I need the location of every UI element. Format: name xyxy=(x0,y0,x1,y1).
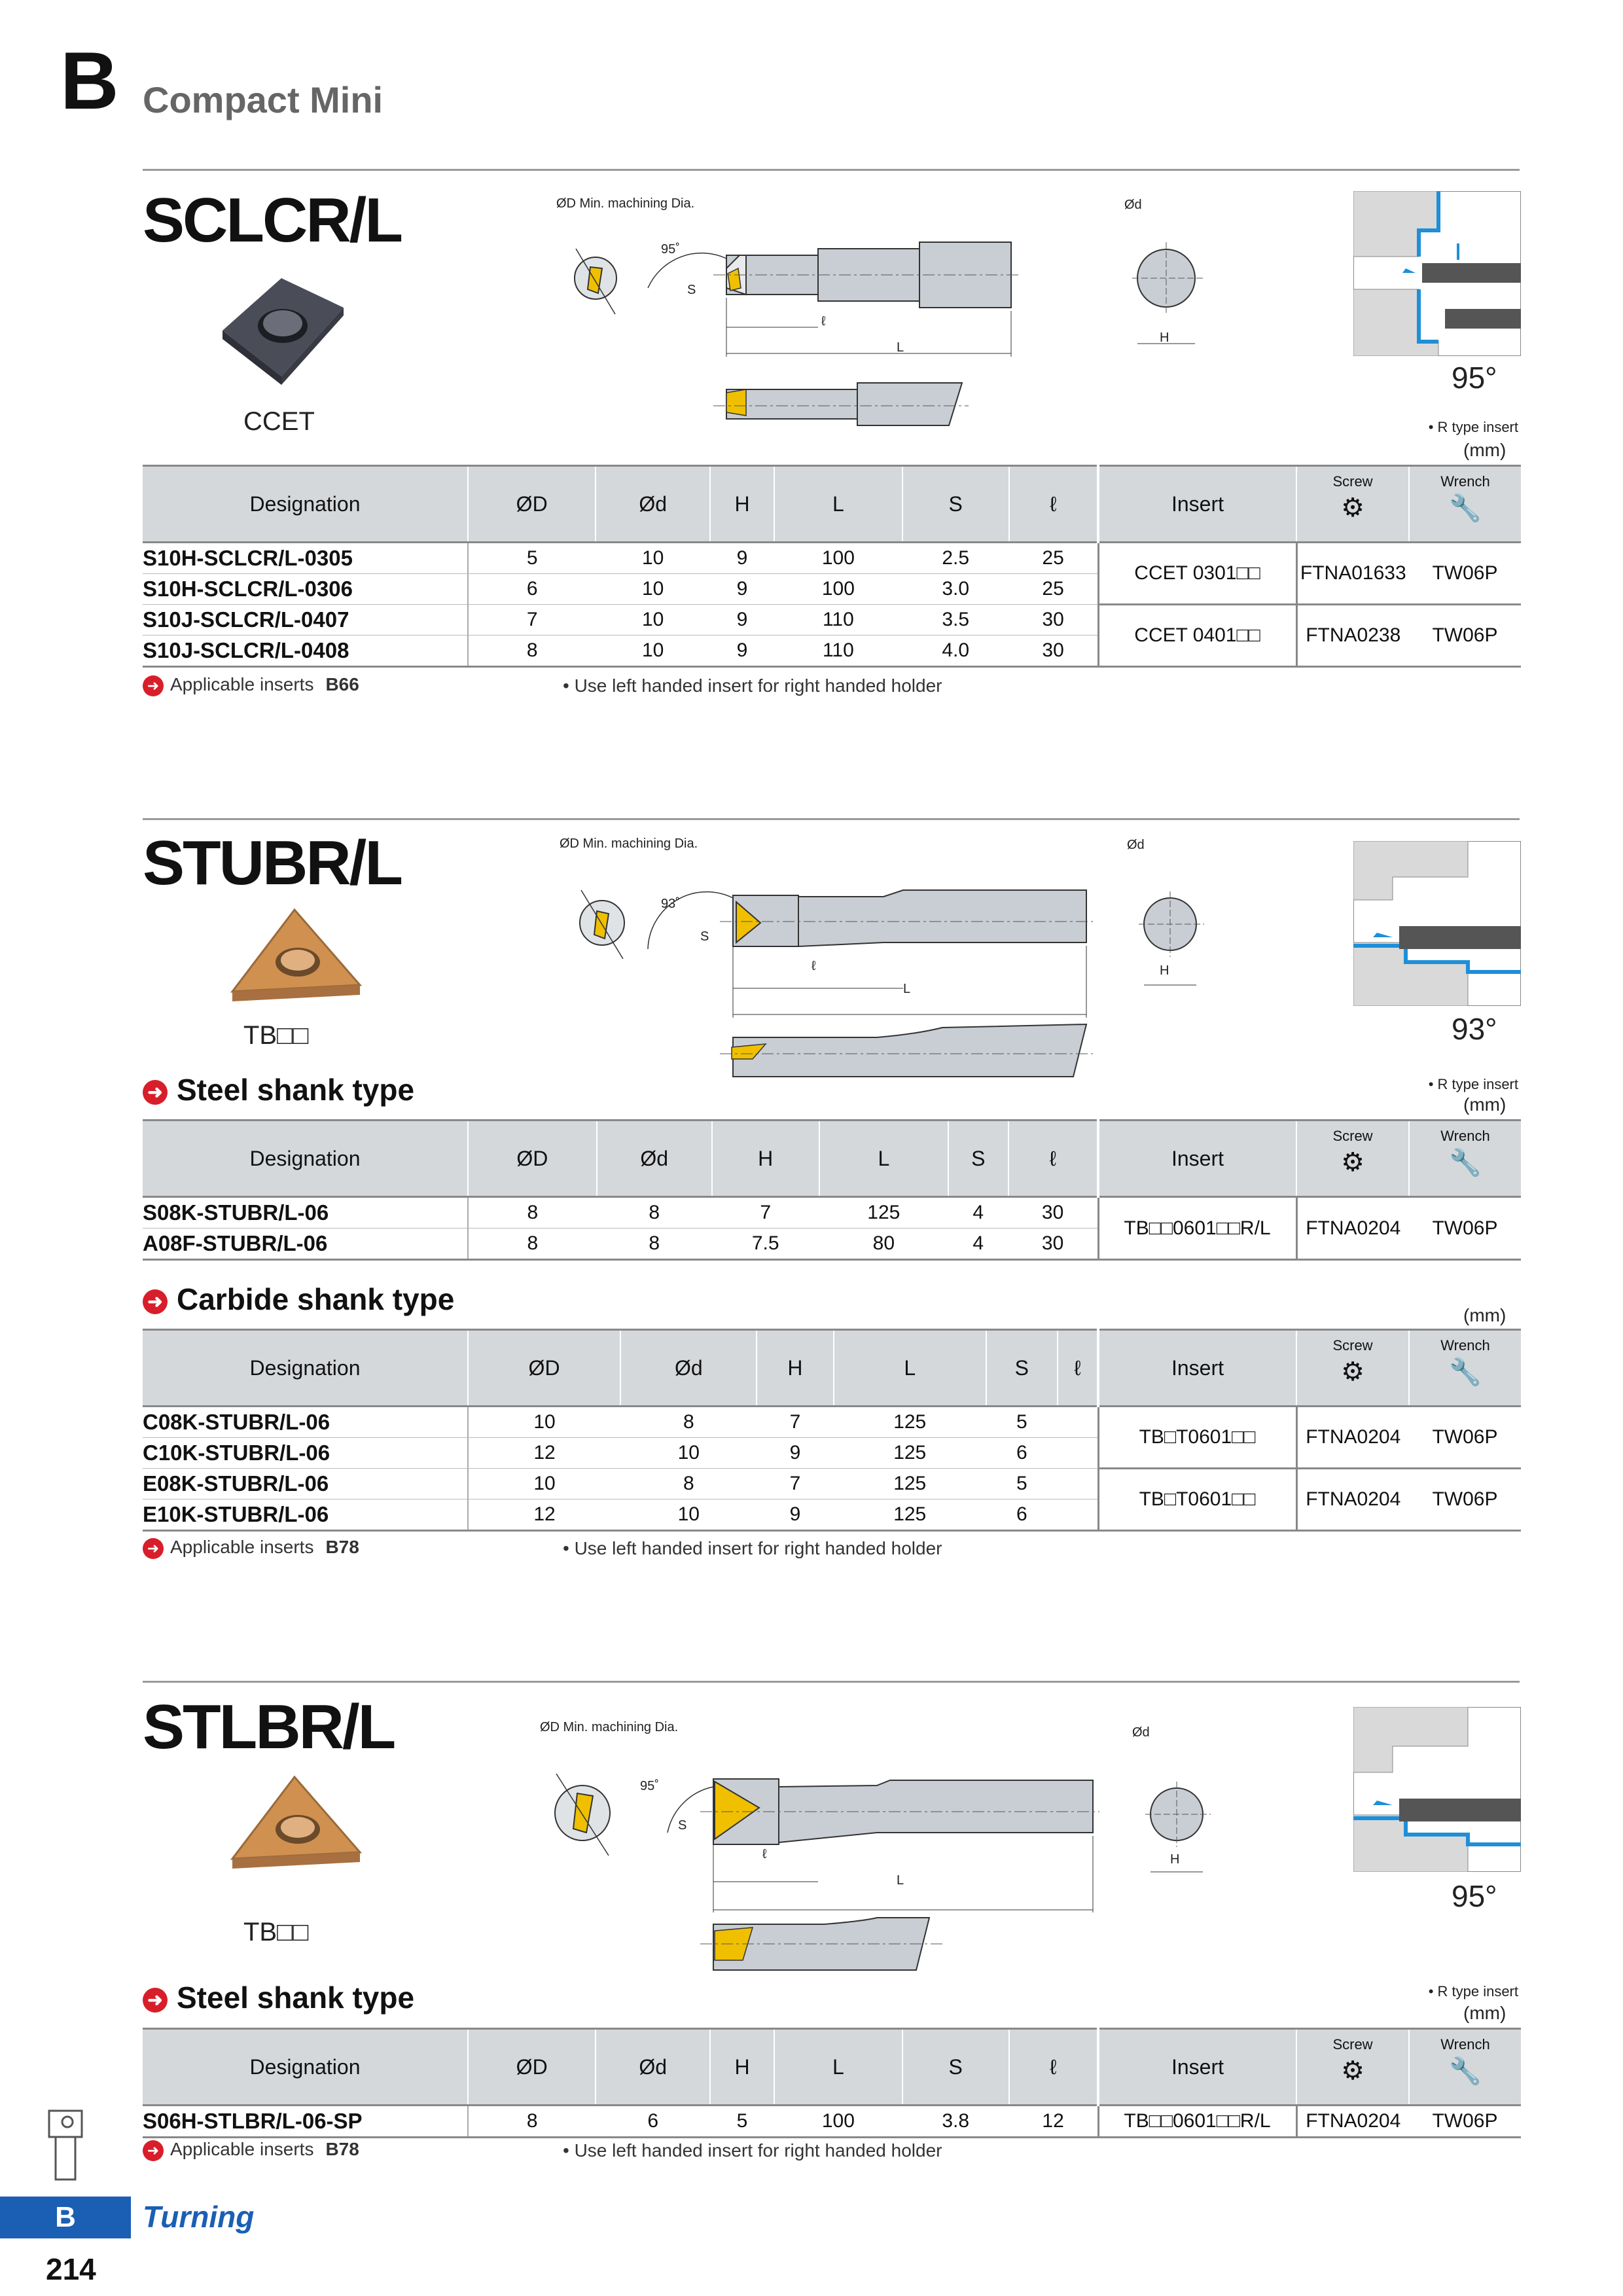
table-row: S06H-STLBR/L-06-SP 8 6 5 100 3.8 12 TB□□0601□□R/L FTNA0204 TW06P xyxy=(143,2106,1521,2138)
unit-mm: (mm) xyxy=(1463,440,1507,460)
arrow-right-icon: ➜ xyxy=(143,2140,164,2161)
od-label: Ød xyxy=(1132,1725,1150,1740)
th-h: H xyxy=(710,466,774,543)
page-number: 214 xyxy=(46,2252,96,2286)
wrench-icon: 🔧 xyxy=(1449,1358,1482,1387)
th-s: S xyxy=(902,466,1009,543)
od-label: Ød xyxy=(1127,838,1145,852)
table-row: S10J-SCLCR/L-0408 8 10 9 110 4.0 30 xyxy=(143,636,1521,667)
table-row: E10K-STUBR/L-06 12 10 9 125 6 xyxy=(143,1499,1521,1531)
h-dim-label: H xyxy=(1160,963,1169,978)
th-designation: Designation xyxy=(143,466,468,543)
wrench-icon: 🔧 xyxy=(1449,2057,1482,2086)
r-type-note: • R type insert xyxy=(1428,1983,1518,2000)
arrow-right-icon: ➜ xyxy=(143,1988,168,2013)
arrow-right-icon: ➜ xyxy=(143,675,164,696)
ell-dim-label: ℓ xyxy=(762,1847,767,1861)
arrow-right-icon: ➜ xyxy=(143,1538,164,1559)
th-insert: Insert xyxy=(1098,466,1296,543)
ell-dim-label: ℓ xyxy=(812,959,816,973)
arrow-right-icon: ➜ xyxy=(143,1080,168,1105)
model-sclcr: SCLCR/L xyxy=(143,185,401,255)
tb-insert-image xyxy=(223,906,366,1005)
turning-tool-icon xyxy=(36,2101,101,2193)
stubr-tool-drawing xyxy=(550,851,1099,1086)
h-dim-label: H xyxy=(1160,331,1169,345)
category-label: Turning xyxy=(143,2200,255,2234)
table-row: A08F-STUBR/L-06 8 8 7.5 80 4 30 xyxy=(143,1229,1521,1260)
table-row: C08K-STUBR/L-06 10 8 7 125 5 TB□T0601□□ FTNA0204 TW06P xyxy=(143,1407,1521,1438)
sclcr-spec-table xyxy=(143,465,1521,668)
divider xyxy=(143,818,1520,820)
diag-angle-stlbr: 95˚ xyxy=(640,1779,659,1793)
table-row: S10H-SCLCR/L-0305 5 10 9 100 2.5 25 CCET 0301□□ FTNA01633 TW06P xyxy=(143,543,1521,574)
wrench-icon: 🔧 xyxy=(1449,1149,1482,1177)
chapter-letter: B xyxy=(60,36,119,126)
l-dim-label: L xyxy=(903,982,911,996)
screw-icon: ⚙ xyxy=(1341,493,1364,522)
screw-icon: ⚙ xyxy=(1341,2056,1364,2085)
wrench-icon: 🔧 xyxy=(1449,494,1482,523)
r-type-note: • R type insert xyxy=(1428,419,1518,435)
use-left-note: • Use left handed insert for right handed holder xyxy=(563,1538,942,1558)
divider xyxy=(143,169,1520,171)
s-dim-label: S xyxy=(687,283,696,297)
unit-mm: (mm) xyxy=(1463,1305,1507,1325)
angle-sclcr: 95° xyxy=(1452,361,1497,395)
angle-stubr: 93° xyxy=(1452,1012,1497,1046)
s-dim-label: S xyxy=(678,1818,687,1833)
table-row: C10K-STUBR/L-06 12 10 9 125 6 xyxy=(143,1438,1521,1469)
stubr-steel-spec-table: Designation ØD Ød H L S ℓ Insert Screw ⚙ Wrench 🔧 S08K-STUBR/L-06 8 8 7 125 4 30 TB□□0601□□R/L FTNA0204 TW06P A08F-STUBR/L-06 8 8 7.5 80 4 30 xyxy=(143,1119,1521,1261)
th-d: Ød xyxy=(596,466,710,543)
stubr-carbide-spec-table: Designation ØD Ød H L S ℓ Insert Screw ⚙ Wrench 🔧 C08K-STUBR/L-06 10 8 7 125 5 TB□T0601□□ FTNA0204 TW06P C10K-STUBR/L-06 12 10 9 125 6 E08K-STUBR/L-06 10 8 7 125 5 TB□T0601□□ FTNA0204 TW06P E10K-STUBR/L-06 12 10 9 125 6 xyxy=(143,1329,1521,1532)
table-row: S10H-SCLCR/L-0306 6 10 9 100 3.0 25 xyxy=(143,574,1521,605)
unit-mm: (mm) xyxy=(1463,1094,1507,1115)
unit-mm: (mm) xyxy=(1463,2003,1507,2023)
ell-dim-label: ℓ xyxy=(821,314,826,329)
insert-name-stlbr: TB□□ xyxy=(243,1918,309,1946)
diag-angle-stubr: 93˚ xyxy=(661,897,680,911)
carbide-shank-heading: ➜ Carbide shank type xyxy=(143,1282,454,1317)
use-left-note: • Use left handed insert for right handed holder xyxy=(563,675,942,696)
divider xyxy=(143,1681,1520,1683)
insert-name-stubr: TB□□ xyxy=(243,1021,309,1050)
use-left-note: • Use left handed insert for right handed holder xyxy=(563,2140,942,2161)
th-screw: Screw ⚙ xyxy=(1296,466,1409,543)
chapter-tab[interactable]: B xyxy=(0,2197,131,2238)
min-dia-label: ØD Min. machining Dia. xyxy=(560,836,698,851)
applicable-inserts-stlbr[interactable]: ➜ Applicable inserts B78 xyxy=(143,2139,359,2161)
l-dim-label: L xyxy=(897,340,904,355)
od-label: Ød xyxy=(1124,198,1142,212)
r-type-note: • R type insert xyxy=(1428,1076,1518,1092)
steel-shank-heading-stlbr: ➜ Steel shank type xyxy=(143,1980,414,2015)
model-stubr: STUBR/L xyxy=(143,828,401,898)
section-title: Compact Mini xyxy=(143,79,383,120)
s-dim-label: S xyxy=(700,929,709,944)
stlbr-spec-table: Designation ØD Ød H L S ℓ Insert Screw ⚙ Wrench 🔧 S06H-STLBR/L-06-SP 8 6 5 100 3.8 12 TB□□0601□□R/L FTNA0204 TW06P xyxy=(143,2028,1521,2138)
steel-shank-heading: ➜ Steel shank type xyxy=(143,1072,414,1107)
applicable-inserts-sclcr[interactable]: ➜ Applicable inserts B66 xyxy=(143,674,359,696)
th-od: ØD xyxy=(468,466,596,543)
stubr-end-view xyxy=(1132,864,1211,995)
applicable-inserts-stubr[interactable]: ➜ Applicable inserts B78 xyxy=(143,1537,359,1559)
table-row: S10J-SCLCR/L-0407 7 10 9 110 3.5 30 CCET 0401□□ FTNA0238 TW06P xyxy=(143,605,1521,636)
tb-insert-image xyxy=(223,1774,366,1872)
th-wrench: Wrench 🔧 xyxy=(1409,466,1521,543)
stlbr-tool-drawing xyxy=(537,1734,1106,1977)
min-dia-label: ØD Min. machining Dia. xyxy=(556,196,695,211)
stubr-application-illustration xyxy=(1353,841,1521,1006)
diag-angle-sclcr: 95˚ xyxy=(661,242,680,257)
h-dim-label: H xyxy=(1170,1852,1180,1867)
th-ell: ℓ xyxy=(1009,466,1098,543)
table-row: S08K-STUBR/L-06 8 8 7 125 4 30 TB□□0601□□R/L FTNA0204 TW06P xyxy=(143,1197,1521,1229)
stlbr-application-illustration xyxy=(1353,1707,1521,1872)
screw-icon: ⚙ xyxy=(1341,1357,1364,1386)
th-l: L xyxy=(774,466,902,543)
ccet-insert-image xyxy=(209,268,353,386)
model-stlbr: STLBR/L xyxy=(143,1692,395,1762)
screw-icon: ⚙ xyxy=(1341,1148,1364,1177)
l-dim-label: L xyxy=(897,1873,904,1888)
sclcr-application-illustration xyxy=(1353,191,1521,356)
min-dia-label: ØD Min. machining Dia. xyxy=(540,1720,679,1734)
insert-name-sclcr: CCET xyxy=(243,407,315,436)
arrow-right-icon: ➜ xyxy=(143,1289,168,1314)
angle-stlbr: 95° xyxy=(1452,1879,1497,1913)
table-row: E08K-STUBR/L-06 10 8 7 125 5 TB□T0601□□ FTNA0204 TW06P xyxy=(143,1469,1521,1499)
